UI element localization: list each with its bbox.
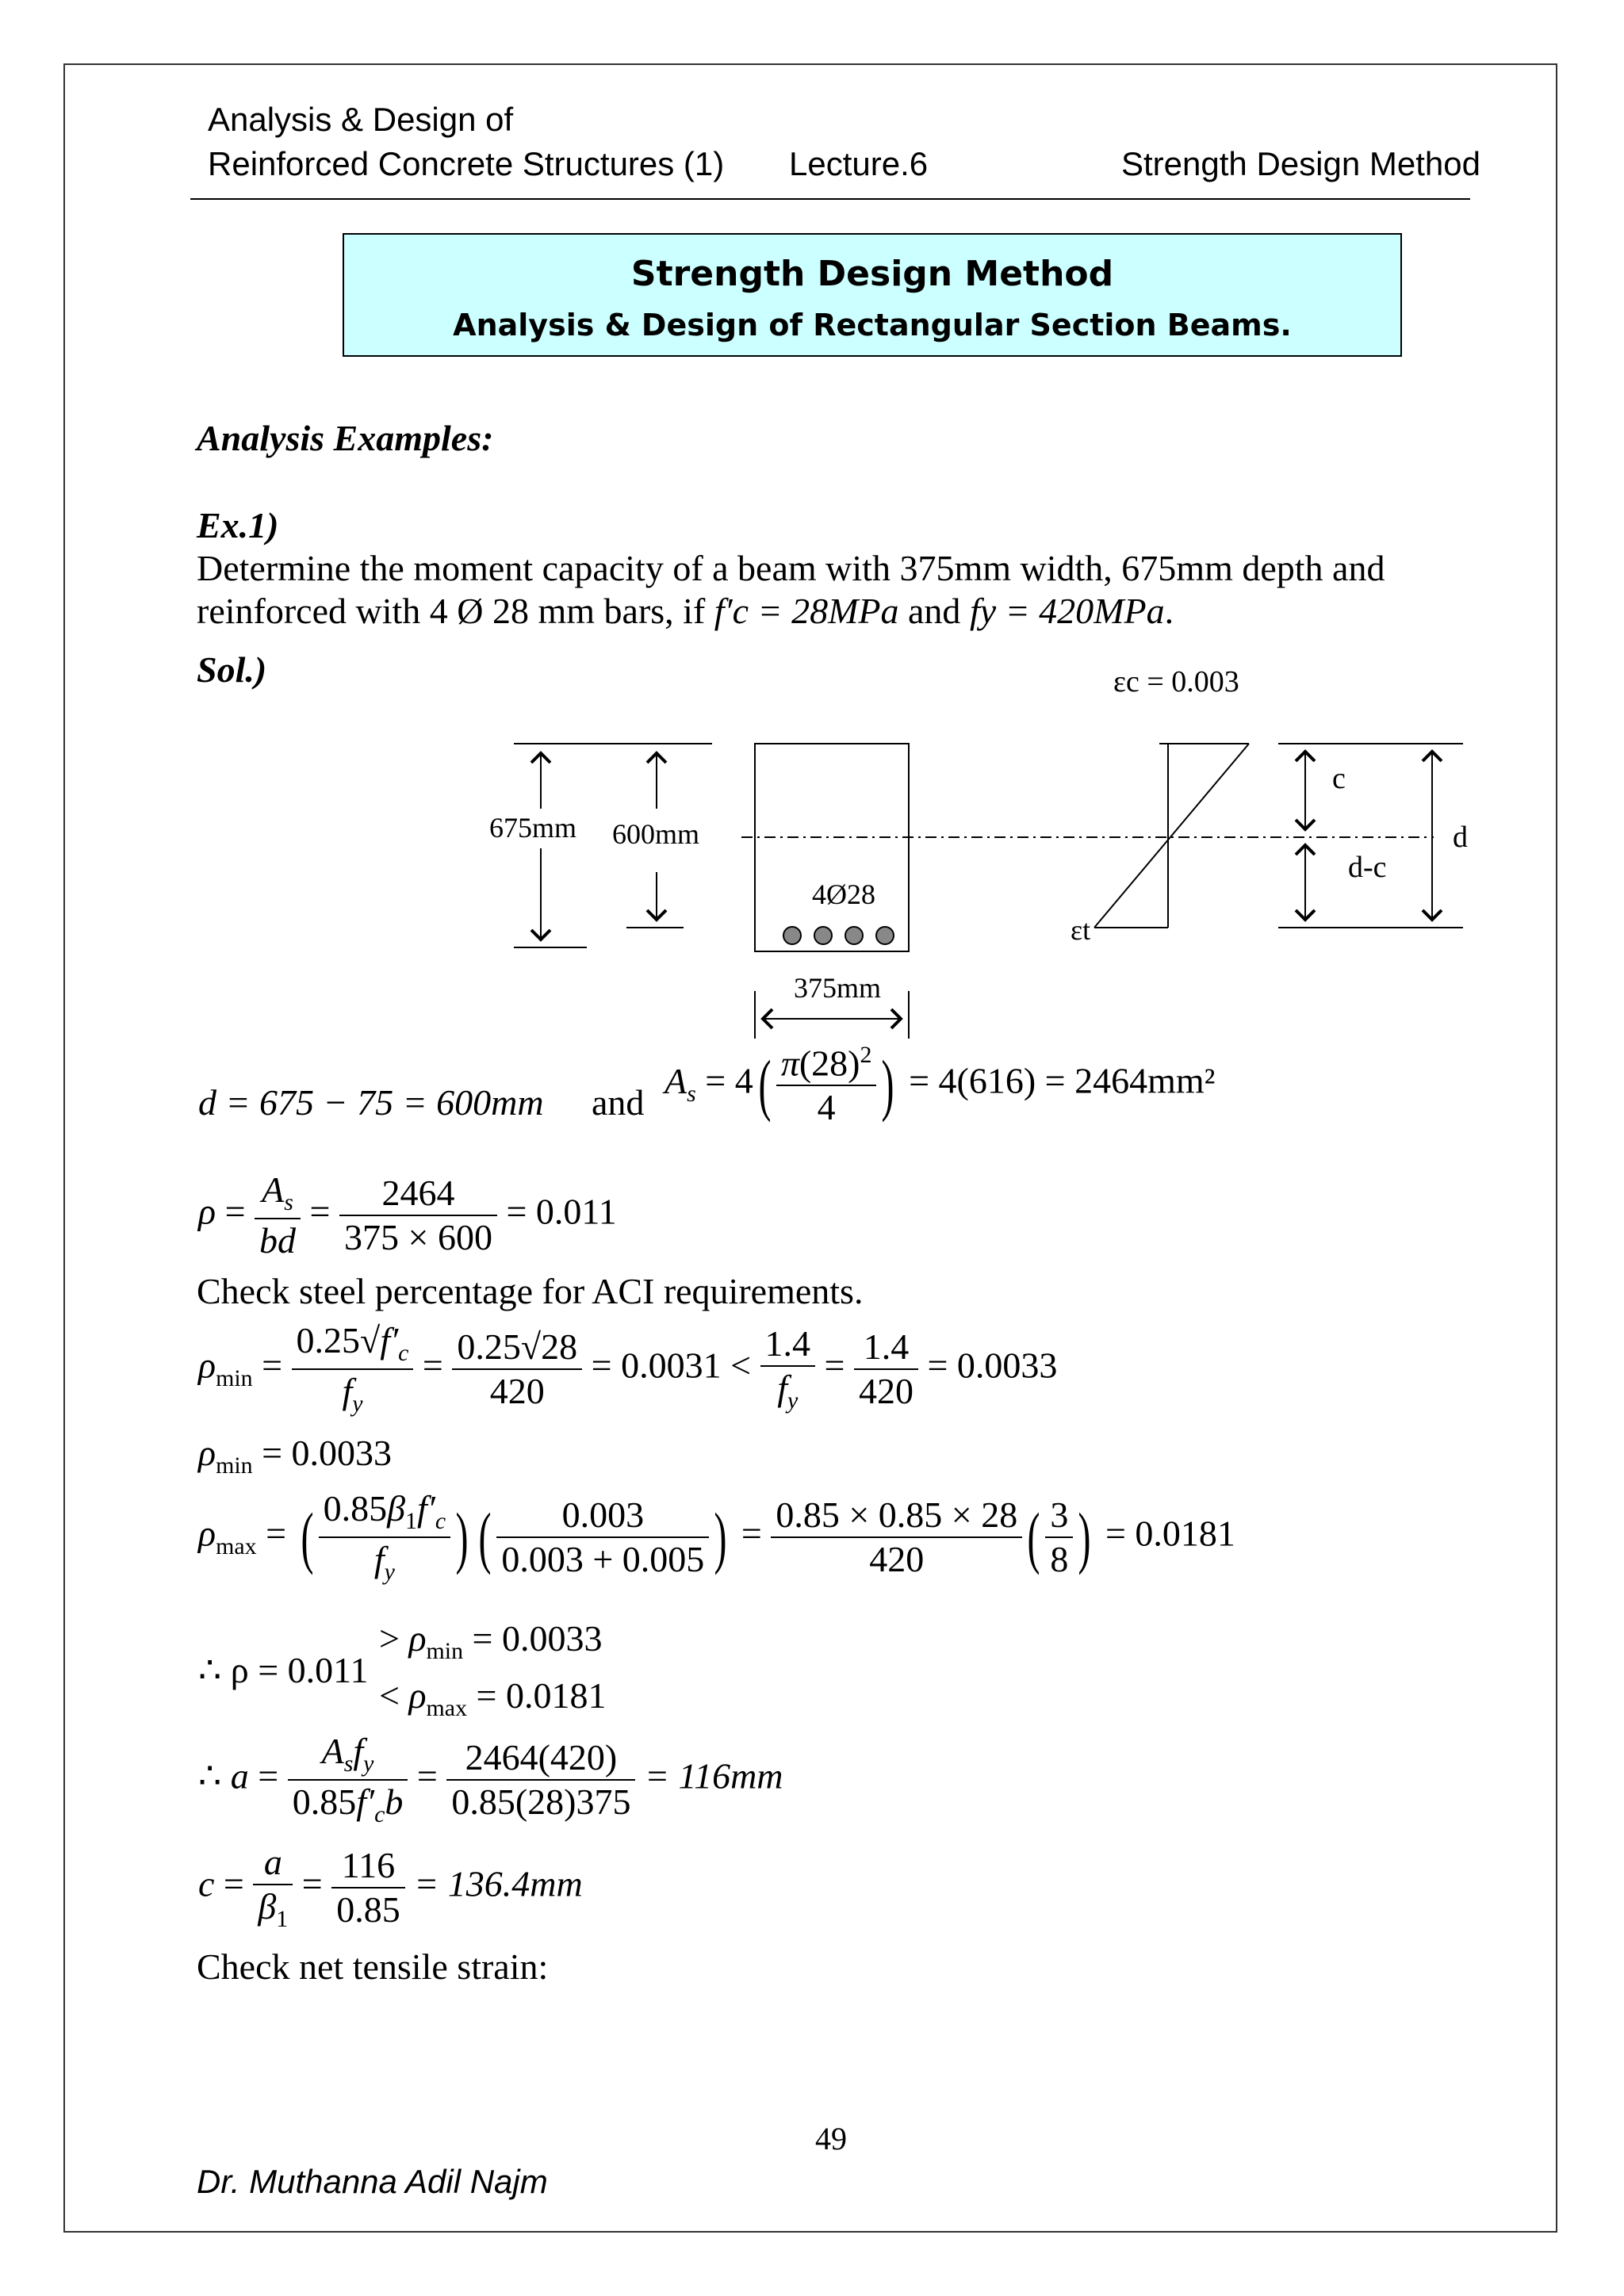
- rebar-4: [876, 927, 894, 944]
- rmin-14b: 1.4: [854, 1329, 918, 1370]
- label-strain-bottom: εt: [1071, 914, 1091, 946]
- rho-min-final: = 0.0033: [262, 1433, 393, 1473]
- label-bars: 4Ø28: [812, 878, 875, 910]
- rebar-2: [814, 927, 832, 944]
- title: Strength Design Method: [630, 254, 1114, 294]
- fy-value: fy = 420MPa: [969, 591, 1165, 631]
- rho-chk: ∴ ρ = 0.011: [198, 1650, 369, 1690]
- eq-rho: ρ = $\frac{A_s}{bd}$ = $\frac{2464}{375 \times 600}$ = 0.011: [198, 1169, 617, 1261]
- label-675: 675mm: [489, 812, 577, 844]
- rmax-num2: 0.003: [496, 1497, 709, 1538]
- label-width: 375mm: [794, 972, 882, 1004]
- rmin-val1: 0.25√28: [452, 1329, 582, 1370]
- c-num2: 116: [331, 1847, 405, 1888]
- eq-rho-min-final: $\rho_{min} = 0.0033$: [198, 1433, 393, 1479]
- label-dc: d-c: [1348, 851, 1387, 884]
- rmin-den2: 420: [858, 1371, 914, 1412]
- rebar-1: [783, 927, 801, 944]
- rmax-result: = 0.0181: [1105, 1513, 1235, 1554]
- eq-c: c = $\frac{a}{\beta_1}$ = $\frac{116}{0.85}$ = 136.4mm: [198, 1842, 583, 1933]
- c-den2: 0.85: [336, 1889, 400, 1931]
- rho-chk-lt: = 0.0181: [476, 1675, 607, 1716]
- eq-a: ∴ a = $\frac{A_sf_y}{0.85f'_cb}$ = $\frac{2464(420)}{0.85(28)375}$ = 116mm: [198, 1731, 783, 1828]
- rmax-num3: 0.85 × 0.85 × 28: [771, 1497, 1022, 1538]
- a-den2: 0.85(28)375: [451, 1781, 631, 1823]
- rho-chk-gt: = 0.0033: [472, 1618, 603, 1659]
- eq-rho-min: $\rho_{min}$ = $\frac{0.25√f'_c}{f_y}$ = $\frac{0.25√28}{420}$ = 0.0031 < $\frac{1.4}{f_y}$ = $\frac{1.4}{420}$ = 0.0033: [198, 1320, 1058, 1418]
- label-600: 600mm: [612, 818, 700, 850]
- rho-den: 375 × 600: [344, 1217, 492, 1258]
- beam-figure: [0, 0, 1624, 1047]
- statement-line2a: reinforced with 4 Ø 28 mm bars, if: [197, 591, 706, 631]
- eq-as: $A_s = 4$( $\frac{\pi(28)^2}{4}$ ) = 4(616) = 2464mm²: [665, 1042, 1216, 1128]
- header-course-line2: Reinforced Concrete Structures (1): [208, 145, 725, 182]
- beam-section: [755, 744, 909, 951]
- rmax-den2: 0.003 + 0.005: [501, 1539, 705, 1580]
- rebar-3: [845, 927, 863, 944]
- label-c: c: [1332, 762, 1346, 795]
- eq-d: d = 675 − 75 = 600mm: [198, 1082, 544, 1123]
- rmin-result: = 0.0033: [927, 1345, 1058, 1386]
- header-topic: Strength Design Method: [1121, 145, 1480, 182]
- section-heading: Analysis Examples:: [197, 418, 494, 458]
- subtitle: Analysis & Design of Rectangular Section Beams.: [453, 308, 1292, 342]
- author: Dr. Muthanna Adil Najm: [197, 2163, 548, 2200]
- c-result: = 136.4mm: [414, 1863, 583, 1904]
- page-number: 49: [815, 2121, 847, 2156]
- solution-label: Sol.): [197, 649, 267, 690]
- label-strain-top: εc = 0.003: [1113, 665, 1239, 698]
- eq-rho-check-gt: > $\rho_{min} = 0.0033$: [379, 1618, 603, 1665]
- check-steel-text: Check steel percentage for ACI requirements.: [197, 1271, 864, 1311]
- rho-num: 2464: [339, 1175, 497, 1216]
- eq-and: and: [592, 1082, 645, 1123]
- eq-rho-max: $\rho_{max}$ = ( $\frac{0.85\beta_1f'_c}{f_y}$ ) ( $\frac{0.003}{0.003 + 0.005}$ ) = $\frac{0.85 \times 0.85 \times 28}{420}$ ( $\frac{3}{8}$ ) = 0.0181: [198, 1488, 1235, 1586]
- eq-rho-check-lt: < $\rho_{max} = 0.0181$: [379, 1675, 607, 1722]
- rmin-den: 420: [489, 1371, 545, 1412]
- header-course-line1: Analysis & Design of: [208, 101, 514, 138]
- eq-rho-check: [198, 1652, 368, 1689]
- rmin-mid: = 0.0031 <: [591, 1345, 752, 1386]
- net-strain-text: Check net tensile strain:: [197, 1946, 549, 1987]
- rho-result: = 0.011: [506, 1191, 617, 1232]
- rmin-14: 1.4: [760, 1326, 816, 1367]
- a-result: = 116mm: [644, 1755, 783, 1797]
- example-label: Ex.1): [197, 505, 279, 545]
- eq-as-result: = 4(616) = 2464mm²: [909, 1060, 1216, 1101]
- header-lecture: Lecture.6: [789, 145, 929, 182]
- a-num2: 2464(420): [446, 1739, 635, 1781]
- label-d: d: [1453, 821, 1468, 854]
- rmax-den3: 420: [869, 1539, 925, 1580]
- statement-line2: reinforced with 4 Ø 28 mm bars, if f′c = 28MPa and fy = 420MPa.: [197, 591, 1174, 631]
- and-word: and: [908, 591, 961, 631]
- fc-value: f′c = 28MPa: [714, 591, 899, 631]
- strain-line: [1094, 744, 1249, 928]
- statement-line1: Determine the moment capacity of a beam with 375mm width, 675mm depth and: [197, 548, 1385, 588]
